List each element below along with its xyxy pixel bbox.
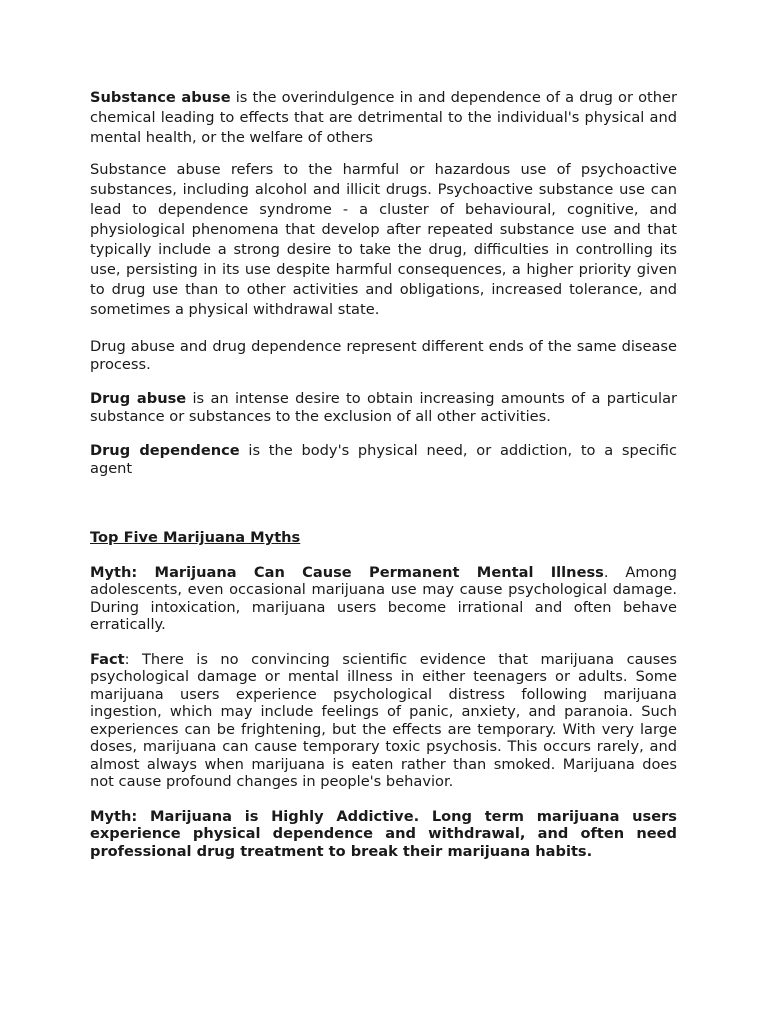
document-page (90, 88, 677, 860)
myth-1 (90, 564, 677, 634)
definition-text: is an intense desire to obtain increasing amounts of a particular substance or substances to the exclusion of all other activities. (90, 390, 678, 425)
definition-substance-abuse (90, 88, 677, 148)
term-drug-abuse: Drug abuse (90, 390, 187, 407)
fact-1-text: : There is no convincing scientific evidence that marijuana causes psychological damage or mental illness in either teenagers or adults. Some marijuana users experience psychological distress following marijuana ingestion, which may include feelings of panic, anxiety, and paranoia. Such experiences can be frightening, but the effects are temporary. With very large doses, marijuana can cause temporary toxic psychosis. This occurs rarely, and almost always when marijuana is eaten rather than smoked. Marijuana does not cause profound changes in people's behavior. (90, 650, 677, 790)
term-drug-dependence: Drug dependence (90, 442, 240, 459)
drug-abuse-dependence-paragraph: Drug abuse and drug dependence represent different ends of the same disease process. (90, 338, 677, 373)
fact-1 (90, 651, 677, 791)
myth-2: Myth: Marijuana is Highly Addictive. Long term marijuana users experience physical dependence and withdrawal, and often need professional drug treatment to break their marijuana habits. (90, 807, 677, 860)
definition-text: is the body's physical need, or addiction, to a specific agent (90, 442, 678, 477)
myth-1-text: . Among adolescents, even occasional marijuana use may cause psychological damage. During intoxication, marijuana users become irrational and often behave erratically. (90, 563, 677, 633)
term-substance-abuse: Substance abuse (90, 89, 231, 106)
definition-text: is the overindulgence in and dependence of a drug or other chemical leading to effects that are detrimental to the individual's physical and mental health, or the welfare of others (90, 89, 677, 146)
section-heading-wrapper (90, 529, 677, 547)
section-heading: Top Five Marijuana Myths (90, 529, 301, 546)
definition-drug-dependence (90, 442, 677, 477)
myth-1-label: Myth: Marijuana Can Cause Permanent Mental Illness (90, 563, 604, 581)
definition-drug-abuse (90, 390, 677, 425)
fact-1-label: Fact (90, 650, 125, 668)
substance-abuse-paragraph: Substance abuse refers to the harmful or hazardous use of psychoactive substances, including alcohol and illicit drugs. Psychoactive substance use can lead to dependence syndrome - a cluster of behavioural, cognitive, and physiological phenomena that develop after repeated substance use and that typically include a strong desire to take the drug, difficulties in controlling its use, persisting in its use despite harmful consequences, a higher priority given to drug use than to other activities and obligations, increased tolerance, and sometimes a physical withdrawal state. (90, 161, 677, 318)
